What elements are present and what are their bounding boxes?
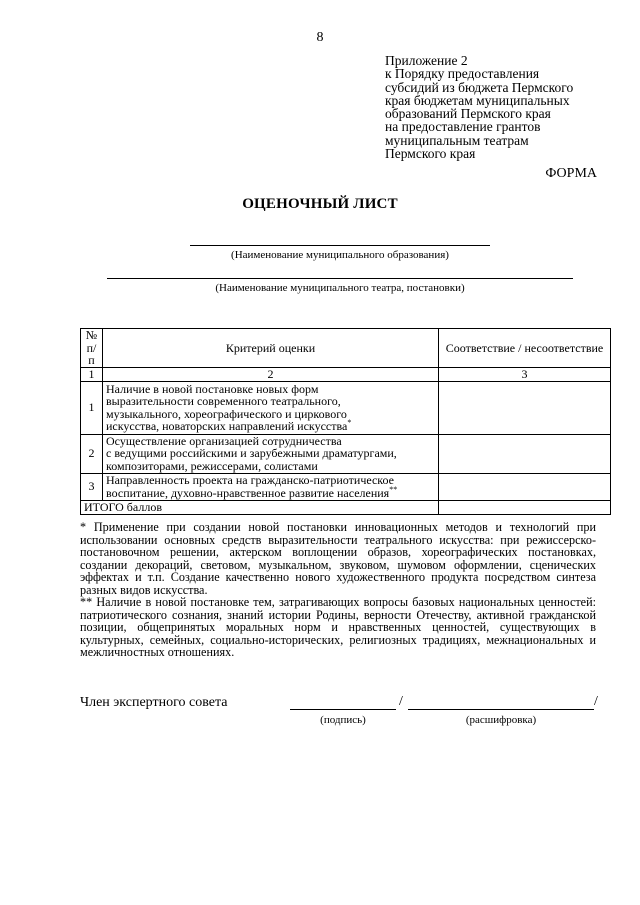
criterion-line: композиторами, режиссерами, солистами bbox=[106, 458, 318, 473]
municipality-caption: (Наименование муниципального образования) bbox=[231, 249, 449, 261]
document-title: ОЦЕНОЧНЫЙ ЛИСТ bbox=[242, 196, 398, 212]
table-row bbox=[81, 381, 611, 434]
footnote-2: ** Наличие в новой постановке тем, затрагивающих вопросы базовых национальных ценностей: патриотического сознания, знаний истории Родины, верности Отечеству, активной гражданской позиции, общепринятых моральных норм и нравственных ценностей, существующих в культурных, семейных, социально-исторических, религиозных традициях, межнациональных и межличностных отношениях. bbox=[80, 595, 596, 659]
footnote-mark: ** bbox=[389, 484, 398, 494]
appendix-line: Пермского края bbox=[385, 146, 476, 162]
decoding-separator: / bbox=[594, 694, 598, 709]
appendix-line: субсидий из бюджета Пермского bbox=[385, 79, 574, 95]
footnote-1: * Применение при создании новой постановки инновационных методов и технологий при использовании основных средств выразительности театрального искусства: при режиссерско-постановочном решении, актерском воплощении образов, хореографических постановках, создании декораций, световом, музыкальном, звуковом, шумовом оформлении, сценических эффектах и т.п. Создание качественно нового художественного продукта посредством синтеза разных видов искусства. bbox=[80, 520, 596, 597]
criterion-line: с ведущими российскими и зарубежными драматургами, bbox=[106, 446, 397, 461]
criterion-cell bbox=[103, 381, 439, 434]
total-value-cell[interactable] bbox=[439, 500, 611, 514]
signature-separator: / bbox=[399, 694, 403, 709]
compliance-cell[interactable] bbox=[439, 473, 611, 500]
criterion-line: музыкального, хореографического и циркового bbox=[106, 406, 347, 421]
compliance-cell[interactable] bbox=[439, 434, 611, 473]
header-number-line2: п/п bbox=[86, 340, 97, 367]
column-number: 1 bbox=[81, 367, 103, 381]
row-number: 1 bbox=[81, 381, 103, 434]
header-criterion: Критерий оценки bbox=[103, 329, 439, 368]
signature-caption: (подпись) bbox=[320, 714, 366, 726]
table-header-row bbox=[81, 329, 611, 368]
column-number: 2 bbox=[103, 367, 439, 381]
criterion-line: Наличие в новой постановке новых форм bbox=[106, 381, 319, 396]
row-number: 2 bbox=[81, 434, 103, 473]
appendix-line: края бюджетам муниципальных bbox=[385, 92, 570, 108]
appendix-line: к Порядку предоставления bbox=[385, 66, 540, 82]
appendix-line: муниципальным театрам bbox=[385, 132, 529, 148]
evaluation-table bbox=[80, 328, 611, 515]
total-label: ИТОГО баллов bbox=[81, 500, 439, 514]
header-number-line1: № bbox=[85, 328, 98, 342]
header-number bbox=[81, 329, 103, 368]
criterion-line: Осуществление организацией сотрудничества bbox=[106, 433, 342, 448]
column-numbers-row bbox=[81, 367, 611, 381]
signature-line[interactable] bbox=[290, 709, 396, 710]
criterion-cell bbox=[103, 473, 439, 500]
decoding-line[interactable] bbox=[408, 709, 594, 710]
criterion-line: Направленность проекта на гражданско-патриотическое bbox=[106, 473, 394, 487]
appendix-line: на предоставление грантов bbox=[385, 119, 541, 135]
criterion-line: выразительности современного театрального, bbox=[106, 394, 341, 408]
row-number: 3 bbox=[81, 473, 103, 500]
theater-blank-line bbox=[107, 278, 573, 279]
criterion-line: воспитание, духовно-нравственное развитие населения bbox=[106, 485, 390, 500]
footnotes bbox=[80, 521, 596, 659]
appendix-line: Приложение 2 bbox=[385, 53, 468, 68]
footnote-mark: * bbox=[347, 418, 352, 427]
table-row bbox=[81, 434, 611, 473]
decoding-caption: (расшифровка) bbox=[465, 714, 537, 726]
table-row bbox=[81, 473, 611, 500]
theater-caption: (Наименование муниципального театра, постановки) bbox=[215, 282, 465, 294]
page-number: 8 bbox=[316, 30, 324, 45]
form-label: ФОРМА bbox=[545, 166, 597, 181]
appendix-line: образований Пермского края bbox=[385, 106, 551, 122]
criterion-cell bbox=[103, 434, 439, 473]
expert-member-label: Член экспертного совета bbox=[80, 695, 228, 710]
column-number: 3 bbox=[439, 367, 611, 381]
criterion-line: искусства, новаторских направлений искусства bbox=[106, 419, 348, 433]
total-row bbox=[81, 500, 611, 514]
compliance-cell[interactable] bbox=[439, 381, 611, 434]
header-compliance: Соответствие / несоответствие bbox=[439, 329, 611, 368]
appendix-block bbox=[385, 54, 625, 160]
municipality-blank-line bbox=[190, 245, 490, 246]
